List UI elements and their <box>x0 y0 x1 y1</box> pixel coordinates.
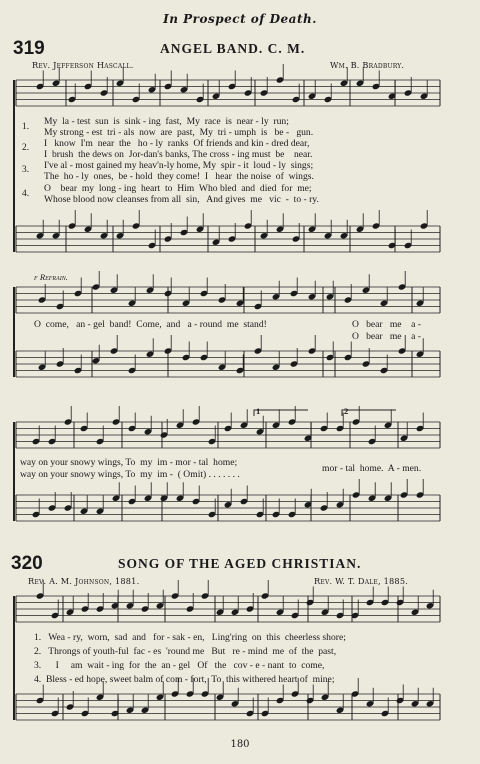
verse-320-3: 3. I am wait - ing for the an - gel Of the cov - e - nant to come, <box>34 660 325 671</box>
refrain-line: O come, an - gel band! Come, and a - round me stand! <box>34 319 267 330</box>
staff-320-bass <box>16 694 440 720</box>
hymn-number-319: 319 <box>13 38 45 59</box>
hymn-composer-319: Wm. B. Bradbury. <box>330 60 405 70</box>
verse-2-line-1: I know I'm near the ho - ly ranks Of friends and kin - dred dear, <box>44 138 310 149</box>
ending-line: mor - tal home. A - men. <box>322 463 422 474</box>
verse-4-line-2: Whose blood now cleanses from all sin, And gives me vic - to - ry. <box>44 194 319 205</box>
page-number: 180 <box>230 739 250 750</box>
verse-320-2: 2. Throngs of youth-ful fac - es 'round me But re - mind me of the past, <box>34 646 337 657</box>
staff-319-1-bass <box>16 226 440 252</box>
wings-line-1: way on your snowy wings, To my im - mor - tal home; <box>20 457 238 468</box>
hymn-composer-320: Rev. W. T. Dale, 1885. <box>314 576 409 586</box>
wings-line-2: way on your snowy wings, To my im - ( Omit) . . . . . . . <box>20 469 240 480</box>
verse-number: 3. <box>22 165 30 175</box>
verse-4-line-1: O bear my long - ing heart to Him Who bled and died for me; <box>44 183 312 194</box>
verse-3-line-2: The ho - ly ones, be - hold they come! I hear the noise of wings. <box>44 171 314 182</box>
hymn-number-320: 320 <box>11 553 43 574</box>
volta-1: 1 <box>256 406 261 416</box>
verse-320-4: 4. Bless - ed hope, sweet balm of com - fort, To this withered heart of mine; <box>34 674 335 685</box>
staff-320-treble <box>16 596 440 622</box>
refrain-bear-2: O bear me a - <box>352 331 421 342</box>
refrain-bear-1: O bear me a - <box>352 319 421 330</box>
volta-2: 2 <box>344 406 349 416</box>
staff-319-2-bass <box>16 351 440 377</box>
verse-number: 2. <box>22 143 30 153</box>
staff-319-3-bass <box>16 495 440 521</box>
refrain-label: f Refrain. <box>34 272 68 282</box>
hymn-author-320: Rev. A. M. Johnson, 1881. <box>28 576 140 586</box>
page-header: In Prospect of Death. <box>163 12 317 26</box>
verse-number: 1. <box>22 122 30 132</box>
verse-1-line-2: My strong - est tri - als now are past, My tri - umph is be - gun. <box>44 127 314 138</box>
verse-1-line-1: My la - test sun is sink - ing fast, My race is near - ly run; <box>44 116 289 127</box>
hymn-title-320: SONG OF THE AGED CHRISTIAN. <box>118 556 362 571</box>
verse-3-line-1: I've al - most gained my heav'n-ly home, My spir - it loud - ly sings; <box>44 160 314 171</box>
verse-2-line-2: I brush the dews on Jor-dan's banks, The cross - ing must be near. <box>44 149 313 160</box>
hymn-title-319: ANGEL BAND. C. M. <box>160 41 306 56</box>
hymn-author-319: Rev. Jefferson Hascall. <box>32 60 134 70</box>
verse-number: 4. <box>22 189 30 199</box>
verse-320-1: 1. Wea - ry, worn, sad and for - sak - en, Ling'ring on this cheerless shore; <box>34 632 346 643</box>
